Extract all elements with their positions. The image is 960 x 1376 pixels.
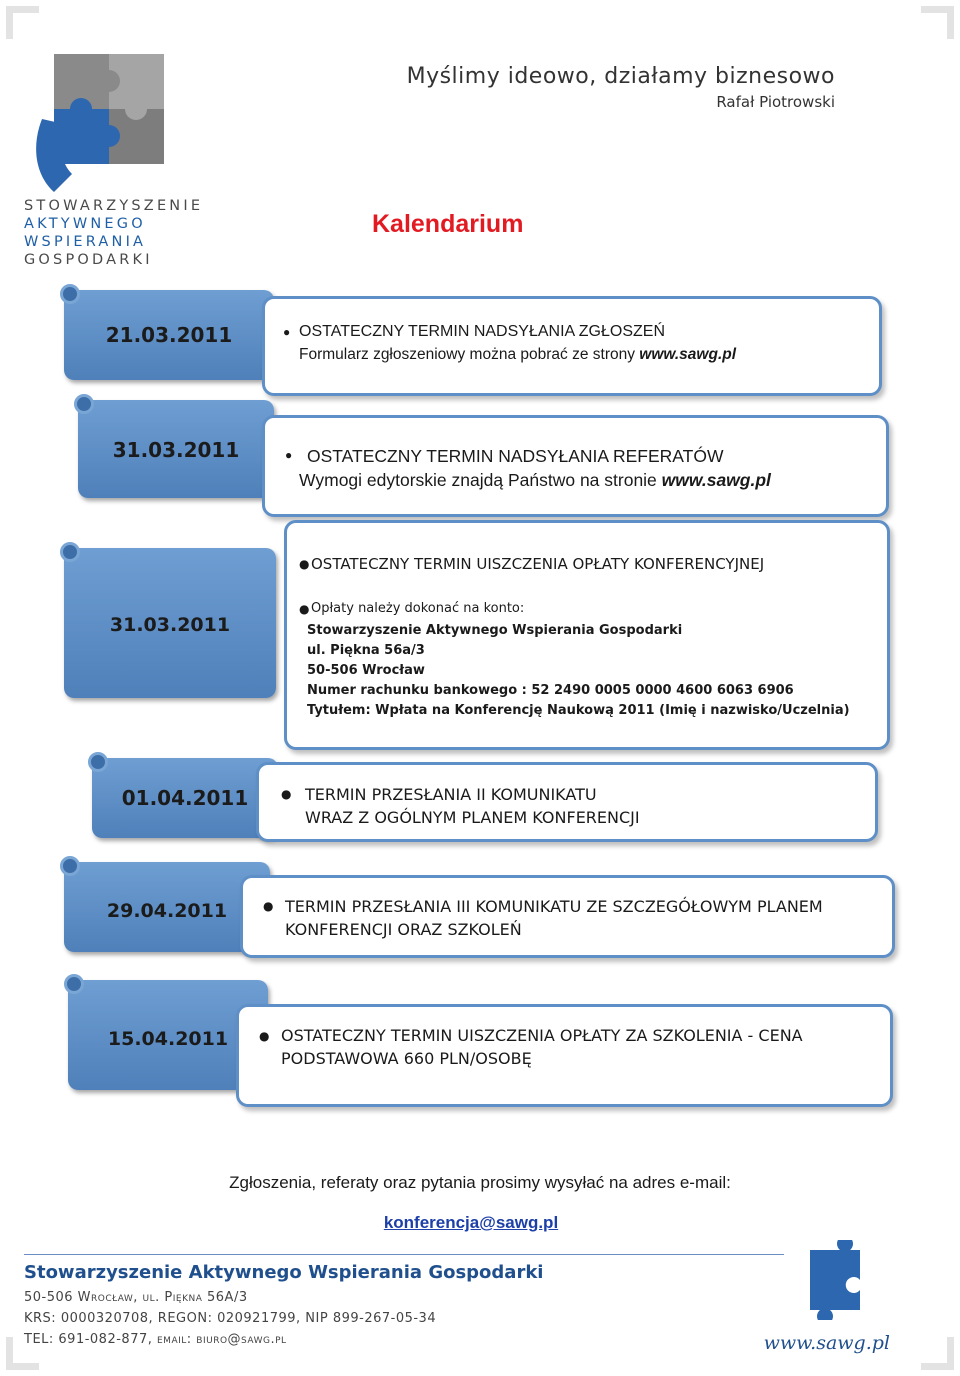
date-tab [78,400,274,498]
entry-date: 01.04.2011 [121,786,249,810]
entry-lines [285,895,823,941]
entry-box [240,875,895,958]
entry-line: KONFERENCJI ORAZ SZKOLEŃ [285,920,522,939]
entry-line: TERMIN PRZESŁANIA III KOMUNIKATU ZE SZCZEGÓŁOWYM PLANEM [285,897,823,916]
entry-box [256,762,878,842]
entry-line [299,470,771,491]
entry-heading: OSTATECZNY TERMIN NADSYŁANIA REFERATÓW [307,446,724,466]
payment-detail-line: Numer rachunku bankowego : 52 2490 0005 0000 4600 6063 6906 [307,683,794,698]
entry-date: 29.04.2011 [106,900,228,922]
contact-email-link[interactable]: konferencja@sawg.pl [383,1213,559,1232]
motto-quote: Myślimy ideowo, działamy biznesowo [406,64,835,89]
entry-lines [281,1024,803,1070]
date-tab [64,548,276,698]
payment-details [307,621,850,721]
footer-website-link[interactable]: www.sawg.pl [763,1332,890,1354]
payment-detail-line: ul. Piękna 56a/3 [307,643,425,658]
date-tab [64,290,274,380]
entry-date: 31.03.2011 [112,438,240,462]
entry-line: TERMIN PRZESŁANIA II KOMUNIKATU [305,785,597,804]
footer-divider [24,1254,784,1255]
org-wordmark [24,197,214,269]
payment-detail-line: Tytułem: Wpłata na Konferencję Naukową 2011 (Imię i nazwisko/Uczelnia) [307,703,850,718]
entry-date: 31.03.2011 [109,614,231,636]
corner-mark-top-right [921,6,954,39]
payment-intro: Opłaty należy dokonać na konto: [311,601,525,616]
date-tab [92,758,278,838]
entry-heading: OSTATECZNY TERMIN UISZCZENIA OPŁATY KONFERENCYJNEJ [311,555,765,573]
entry-line-text: Formularz zgłoszeniowy można pobrać ze strony [299,346,640,363]
scroll-curl-icon [60,542,80,562]
bullet-icon: ● [259,1029,270,1043]
sawg-link[interactable]: www.sawg.pl [639,346,737,363]
bullet-icon: ● [285,448,293,462]
payment-detail-line: Stowarzyszenie Aktywnego Wspierania Gospodarki [307,623,683,638]
org-line-4: GOSPODARKI [24,252,153,268]
entry-date: 15.04.2011 [107,1028,229,1050]
entry-box [262,296,882,396]
entry-line: WRAZ Z OGÓLNYM PLANEM KONFERENCJI [305,808,640,827]
org-line-3: WSPIERANIA [24,234,147,250]
bullet-icon: ● [263,899,274,913]
sawg-link[interactable]: www.sawg.pl [661,470,771,490]
footer-address-block [24,1262,543,1350]
entry-box [262,415,889,517]
entry-lines [305,783,640,829]
scroll-curl-icon [64,974,84,994]
entry-line-text: Wymogi edytorskie znajdą Państwo na stronie [299,470,662,490]
footer-registry: KRS: 0000320708, REGON: 020921799, NIP 899-267-05-34 [24,1311,437,1326]
org-line-1: STOWARZYSZENIE [24,198,204,214]
bullet-icon: ● [281,787,292,801]
entry-line [299,346,736,364]
scroll-curl-icon [60,856,80,876]
corner-mark-bottom-right [921,1337,954,1370]
bullet-icon: ● [283,325,291,339]
puzzle-piece-icon [790,1240,880,1320]
contact-note: Zgłoszenia, referaty oraz pytania prosimy wysyłać na adres e-mail: [229,1173,731,1192]
entry-line: PODSTAWOWA 660 PLN/OSOBĘ [281,1049,532,1068]
motto-author: Rafał Piotrowski [716,93,835,111]
scroll-curl-icon [74,394,94,414]
entry-line: OSTATECZNY TERMIN UISZCZENIA OPŁATY ZA SZKOLENIA - CENA [281,1026,803,1045]
org-line-2: AKTYWNEGO [24,216,146,232]
page-title: Kalendarium [372,210,524,238]
footer-address: 50-506 Wrocław, ul. Piękna 56A/3 [24,1290,248,1305]
motto [407,64,835,111]
bullet-icon: ● [299,557,310,571]
footer-contact: TEL: 691-082-877, email: biuro@sawg.pl [24,1332,287,1347]
scroll-curl-icon [60,284,80,304]
payment-detail-line: 50-506 Wrocław [307,663,425,678]
entry-box [284,520,890,750]
entry-box [236,1004,893,1107]
entry-date: 21.03.2011 [105,323,233,347]
entry-heading: OSTATECZNY TERMIN NADSYŁANIA ZGŁOSZEŃ [299,323,665,340]
scroll-curl-icon [88,752,108,772]
footer-org-name: Stowarzyszenie Aktywnego Wspierania Gospodarki [24,1262,544,1283]
bullet-icon: ● [299,602,310,616]
